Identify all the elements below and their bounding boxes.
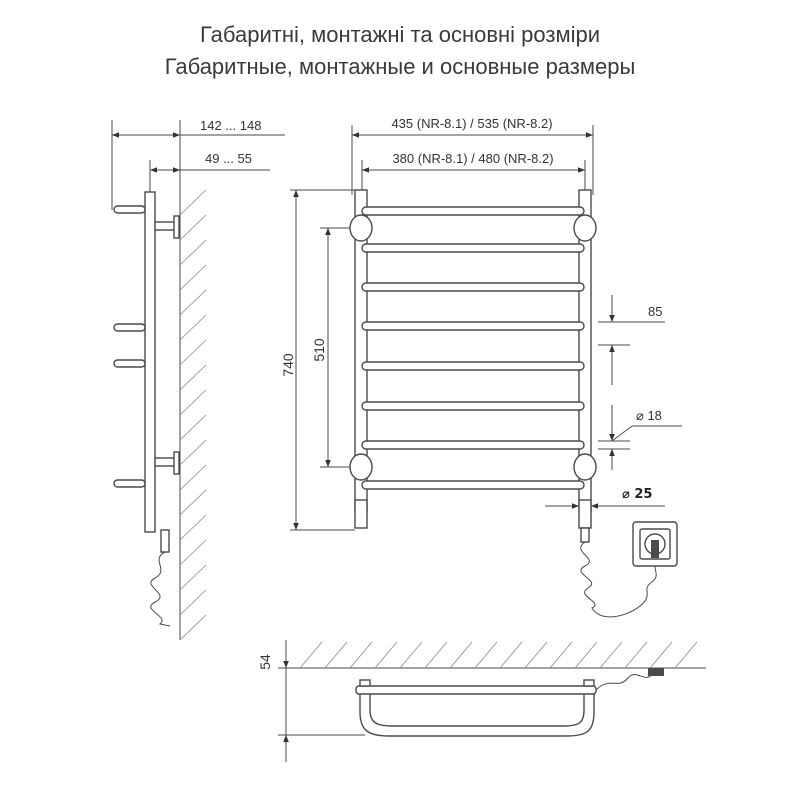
socket-plug xyxy=(651,540,659,558)
rung xyxy=(362,441,584,449)
title-russian: Габаритные, монтажные и основные размеры xyxy=(164,54,636,79)
side-rail xyxy=(145,192,155,532)
top-plug xyxy=(648,668,664,676)
wall-hatch-top xyxy=(300,642,697,668)
top-view xyxy=(257,640,706,762)
dimension-top-depth: 54 xyxy=(257,654,273,670)
front-end-right xyxy=(579,500,591,528)
rung xyxy=(362,322,584,330)
dimension-rung-pitch: 85 xyxy=(648,304,663,319)
rung xyxy=(362,402,584,410)
mount-disc xyxy=(350,215,372,241)
top-rung xyxy=(356,686,596,694)
side-view xyxy=(112,118,285,640)
dimension-rung-diameter: ⌀ 18 xyxy=(636,408,662,423)
dimension-rail-diameter: ⌀ 25 xyxy=(622,487,653,502)
mount-disc xyxy=(574,215,596,241)
mount-disc xyxy=(350,454,372,480)
dimension-height-total: 740 xyxy=(280,353,296,377)
side-rung xyxy=(114,206,145,213)
rung xyxy=(362,481,584,489)
side-rung xyxy=(114,480,145,487)
mount-disc xyxy=(574,454,596,480)
dimension-width-mount: 380 (NR-8.1) / 480 (NR-8.2) xyxy=(392,151,554,166)
front-plug-left xyxy=(355,500,367,528)
side-rung xyxy=(114,324,145,331)
dimension-height-mount: 510 xyxy=(311,338,327,362)
rung xyxy=(362,207,584,215)
side-coiled-cable xyxy=(151,552,170,626)
wall-hatch-side xyxy=(180,190,206,640)
dimension-depth-wall: 49 ... 55 xyxy=(205,151,252,166)
rung xyxy=(362,362,584,370)
title-ukrainian: Габаритні, монтажні та основні розміри xyxy=(199,22,601,47)
dimension-width-total: 435 (NR-8.1) / 535 (NR-8.2) xyxy=(391,116,553,131)
dimension-depth-total: 142 ... 148 xyxy=(200,118,262,133)
front-view xyxy=(280,116,682,617)
rung xyxy=(362,283,584,291)
rung xyxy=(362,244,584,252)
side-rung xyxy=(114,360,145,367)
side-plug xyxy=(161,530,169,552)
front-rungs xyxy=(362,207,584,489)
